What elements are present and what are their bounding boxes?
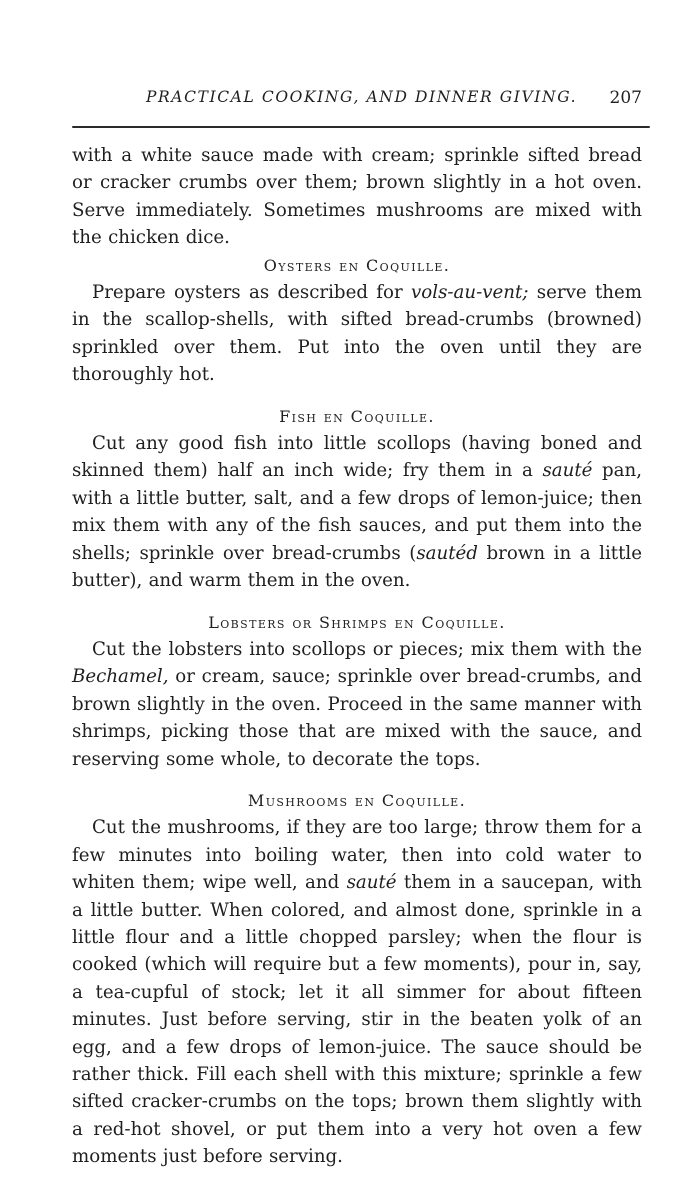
section-heading-lobsters: Lobsters or Shrimps en Coquille. bbox=[208, 612, 506, 632]
section-text-lobsters: Cut the lobsters into scollops or pieces; mix them with the Bechamel, or cream, sauce; sprinkle over bread-crumbs, and brown slightly in the oven. Proceed in the same manner with shrimps, picking those that are mixed with the sauce, and reserving some whole, to decorate the tops. bbox=[72, 638, 642, 770]
section-text-oysters: Prepare oysters as described for vols-au-vent; serve them in the scallop-shells, with sifted bread-crumbs (browned) sprinkled over them. Put into the oven until they are thoroughly hot. bbox=[72, 282, 642, 386]
section-heading-fish: Fish en Coquille. bbox=[279, 406, 435, 426]
section-text-mushrooms: Cut the mushrooms, if they are too large; throw them for a few minutes into boiling water, then into cold water to whiten them; wipe well, and sauté them in a saucepan, with a little butter. When colored, and almost done, sprinkle in a little flour and a little chopped parsley; when the flour is cooked (which will require but a few moments), pour in, say, a tea-cupful of stock; let it all simmer for about fifteen minutes. Just before serving, stir in the beaten yolk of an egg, and a few drops of lemon-juice. The sauce should be rather thick. Fill each shell with this mixture; sprinkle a few sifted cracker-crumbs on the tops; brown them slightly with a red-hot shovel, or put them into a very hot oven a few moments just before serving. bbox=[72, 817, 642, 1168]
running-head bbox=[72, 86, 642, 112]
book-page bbox=[72, 86, 642, 1171]
section-heading-mushrooms: Mushrooms en Coquille. bbox=[247, 790, 467, 810]
section-text-fish: Cut any good fish into little scollops (having boned and skinned them) half an inch wide; fry them in a sauté pan, with a little butter, salt, and a few drops of lemon-juice; then mix them with any of the fish sauces, and put them into the shells; sprinkle over bread-crumbs (sautéd brown in a little butter), and warm them in the oven. bbox=[72, 433, 643, 592]
page-number: 207 bbox=[609, 88, 642, 108]
intro-paragraph: with a white sauce made with cream; sprinkle sifted bread or cracker crumbs over them; brown slightly in a hot oven. Serve immediately. Sometimes mushrooms are mixed with the chicken dice. bbox=[72, 145, 642, 249]
header-rule bbox=[72, 126, 650, 128]
running-title: PRACTICAL COOKING, AND DINNER GIVING. bbox=[146, 88, 578, 106]
section-heading-oysters: Oysters en Coquille. bbox=[263, 255, 451, 275]
